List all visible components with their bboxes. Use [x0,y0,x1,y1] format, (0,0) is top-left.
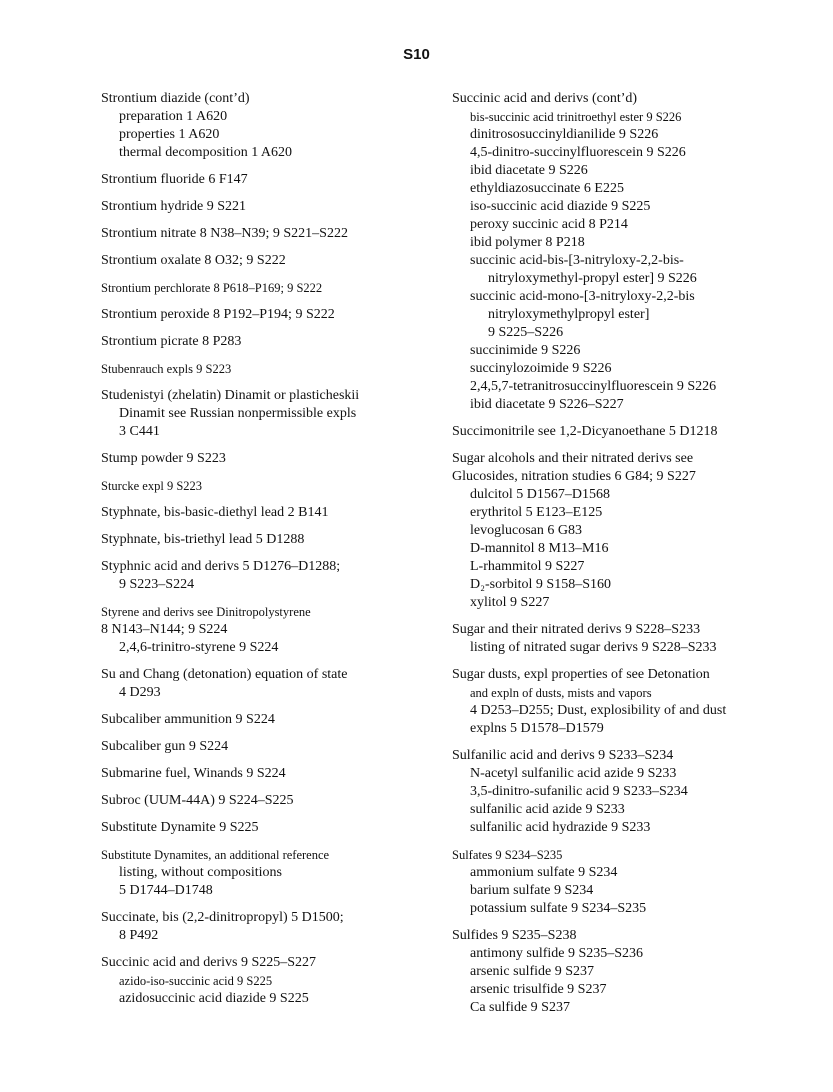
index-subentry: preparation 1 A620 [119,109,228,124]
index-entry [101,504,446,522]
index-heading: Sugar dusts, expl properties of see Detonation [452,667,710,682]
index-entry [101,711,446,729]
index-entry [452,747,797,837]
index-entry [101,225,446,243]
index-subentry: properties 1 A620 [119,127,220,142]
index-subentry: 2,4,5,7-tetranitrosuccinylfluorescein 9 S226 [470,379,717,394]
index-subentry: arsenic trisulfide 9 S237 [470,982,607,997]
page-number: S10 [403,46,430,63]
index-subentry: barium sulfate 9 S234 [470,883,594,898]
index-heading: Subcaliber ammunition 9 S224 [101,712,275,727]
index-subentry: listing, without compositions [119,865,282,880]
index-subentry: xylitol 9 S227 [470,595,550,610]
index-entry [101,477,446,495]
index-entry [452,846,797,918]
index-subentry: nitryloxymethylpropyl ester] [488,307,650,322]
index-subentry: 5 D1744–D1748 [119,883,213,898]
index-heading: Strontium diazide (cont’d) [101,91,250,106]
index-subentry: L-rhammitol 9 S227 [470,559,585,574]
index-heading: Strontium perchlorate 8 P618–P169; 9 S222 [101,281,323,295]
index-entry [101,666,446,702]
index-heading: Succinate, bis (2,2-dinitropropyl) 5 D1500; [101,910,344,925]
index-entry [101,279,446,297]
index-subentry: succinimide 9 S226 [470,343,581,358]
left-column [101,90,446,1017]
index-subentry: 4,5-dinitro-succinylfluorescein 9 S226 [470,145,686,160]
index-subentry: Dinamit see Russian nonpermissible expls [119,406,357,421]
index-subentry: 4 D253–D255; Dust, explosibility of and dust [470,703,727,718]
index-heading: Substitute Dynamite 9 S225 [101,820,259,835]
index-entry [452,621,797,657]
index-subentry: ethyldiazosuccinate 6 E225 [470,181,624,196]
index-subentry: bis-succinic acid trinitroethyl ester 9 S226 [470,110,682,124]
index-entry [101,171,446,189]
index-subentry: iso-succinic acid diazide 9 S225 [470,199,651,214]
index-heading: Strontium hydride 9 S221 [101,199,247,214]
index-entry [101,360,446,378]
index-subentry: sulfanilic acid azide 9 S233 [470,802,625,817]
index-heading: Strontium oxalate 8 O32; 9 S222 [101,253,286,268]
index-heading: Stump powder 9 S223 [101,451,226,466]
index-heading: Sugar alcohols and their nitrated derivs see [452,451,694,466]
index-entry [101,90,446,162]
index-entry [101,819,446,837]
index-heading: Succimonitrile see 1,2-Dicyanoethane 5 D1218 [452,424,718,439]
index-heading: Submarine fuel, Winands 9 S224 [101,766,286,781]
index-entry [101,792,446,810]
index-entry [452,450,797,612]
index-entry [101,558,446,594]
index-heading: Sulfates 9 S234–S235 [452,848,563,862]
index-entry [101,198,446,216]
index-heading: Strontium peroxide 8 P192–P194; 9 S222 [101,307,335,322]
index-entry [101,738,446,756]
index-heading: Sulfanilic acid and derivs 9 S233–S234 [452,748,674,763]
index-heading: Su and Chang (detonation) equation of state [101,667,348,682]
index-subentry: D-mannitol 8 M13–M16 [470,541,609,556]
index-subentry: thermal decomposition 1 A620 [119,145,293,160]
index-heading: Styrene and derivs see Dinitropolystyrene [101,605,311,619]
index-heading: Strontium nitrate 8 N38–N39; 9 S221–S222 [101,226,348,241]
index-subentry: antimony sulfide 9 S235–S236 [470,946,644,961]
index-subentry: 3,5-dinitro-sufanilic acid 9 S233–S234 [470,784,688,799]
index-subentry: dinitrososuccinyldianilide 9 S226 [470,127,659,142]
index-heading: Stubenrauch expls 9 S223 [101,362,232,376]
index-subentry: Ca sulfide 9 S237 [470,1000,570,1015]
index-entry [101,387,446,441]
index-heading: Styphnic acid and derivs 5 D1276–D1288; [101,559,341,574]
index-entry [101,909,446,945]
index-subentry: ibid diacetate 9 S226–S227 [470,397,624,412]
index-subentry: 4 D293 [119,685,161,700]
index-subentry: ammonium sulfate 9 S234 [470,865,618,880]
index-subentry: N-acetyl sulfanilic acid azide 9 S233 [470,766,677,781]
index-subentry: succinic acid-bis-[3-nitryloxy-2,2-bis- [470,253,684,268]
index-heading: Subroc (UUM-44A) 9 S224–S225 [101,793,294,808]
index-heading: Sturcke expl 9 S223 [101,479,203,493]
index-entry [452,90,797,414]
index-entry [101,846,446,900]
index-subentry: nitryloxymethyl-propyl ester] 9 S226 [488,271,697,286]
index-heading: Succinic acid and derivs 9 S225–S227 [101,955,317,970]
index-heading: Strontium fluoride 6 F147 [101,172,248,187]
index-subentry: succinic acid-mono-[3-nitryloxy-2,2-bis [470,289,695,304]
index-entry [452,666,797,738]
index-subentry: potassium sulfate 9 S234–S235 [470,901,647,916]
index-heading: Studenistyi (zhelatin) Dinamit or plasticheskii [101,388,360,403]
index-subentry: arsenic sulfide 9 S237 [470,964,595,979]
index-subentry: ibid diacetate 9 S226 [470,163,588,178]
index-heading: Sulfides 9 S235–S238 [452,928,577,943]
index-entry [452,423,797,441]
index-subentry: azidosuccinic acid diazide 9 S225 [119,991,309,1006]
index-heading: Styphnate, bis-triethyl lead 5 D1288 [101,532,305,547]
index-subentry: succinylozoimide 9 S226 [470,361,612,376]
index-subentry: ibid polymer 8 P218 [470,235,585,250]
index-subentry: 8 P492 [119,928,159,943]
index-entry [101,531,446,549]
index-subentry: 8 N143–N144; 9 S224 [101,622,228,637]
index-subentry: 9 S225–S226 [488,325,564,340]
index-subentry: explns 5 D1578–D1579 [470,721,604,736]
index-heading: Succinic acid and derivs (cont’d) [452,91,638,106]
index-entry [101,954,446,1008]
index-heading: Sugar and their nitrated derivs 9 S228–S233 [452,622,701,637]
index-subentry: 9 S223–S224 [119,577,195,592]
index-heading: Styphnate, bis-basic-diethyl lead 2 B141 [101,505,329,520]
index-entry [101,252,446,270]
index-subentry: 3 C441 [119,424,160,439]
index-subentry: levoglucosan 6 G83 [470,523,582,538]
index-heading: Strontium picrate 8 P283 [101,334,242,349]
right-column [452,90,797,1026]
index-subentry: dulcitol 5 D1567–D1568 [470,487,610,502]
index-subentry: erythritol 5 E123–E125 [470,505,603,520]
index-subentry: sulfanilic acid hydrazide 9 S233 [470,820,651,835]
index-subentry: azido-iso-succinic acid 9 S225 [119,974,273,988]
index-subentry: listing of nitrated sugar derivs 9 S228–S233 [470,640,717,655]
index-entry [101,603,446,657]
index-subentry: peroxy succinic acid 8 P214 [470,217,628,232]
index-entry [101,450,446,468]
index-subentry: D₂-sorbitol 9 S158–S160 [470,577,612,592]
index-subentry: and expln of dusts, mists and vapors [470,686,652,700]
index-subentry: Glucosides, nitration studies 6 G84; 9 S227 [452,469,696,484]
index-entry [101,306,446,324]
index-entry [452,927,797,1017]
index-entry [101,333,446,351]
index-heading: Substitute Dynamites, an additional reference [101,848,330,862]
index-heading: Subcaliber gun 9 S224 [101,739,229,754]
index-entry [101,765,446,783]
index-subentry: 2,4,6-trinitro-styrene 9 S224 [119,640,279,655]
